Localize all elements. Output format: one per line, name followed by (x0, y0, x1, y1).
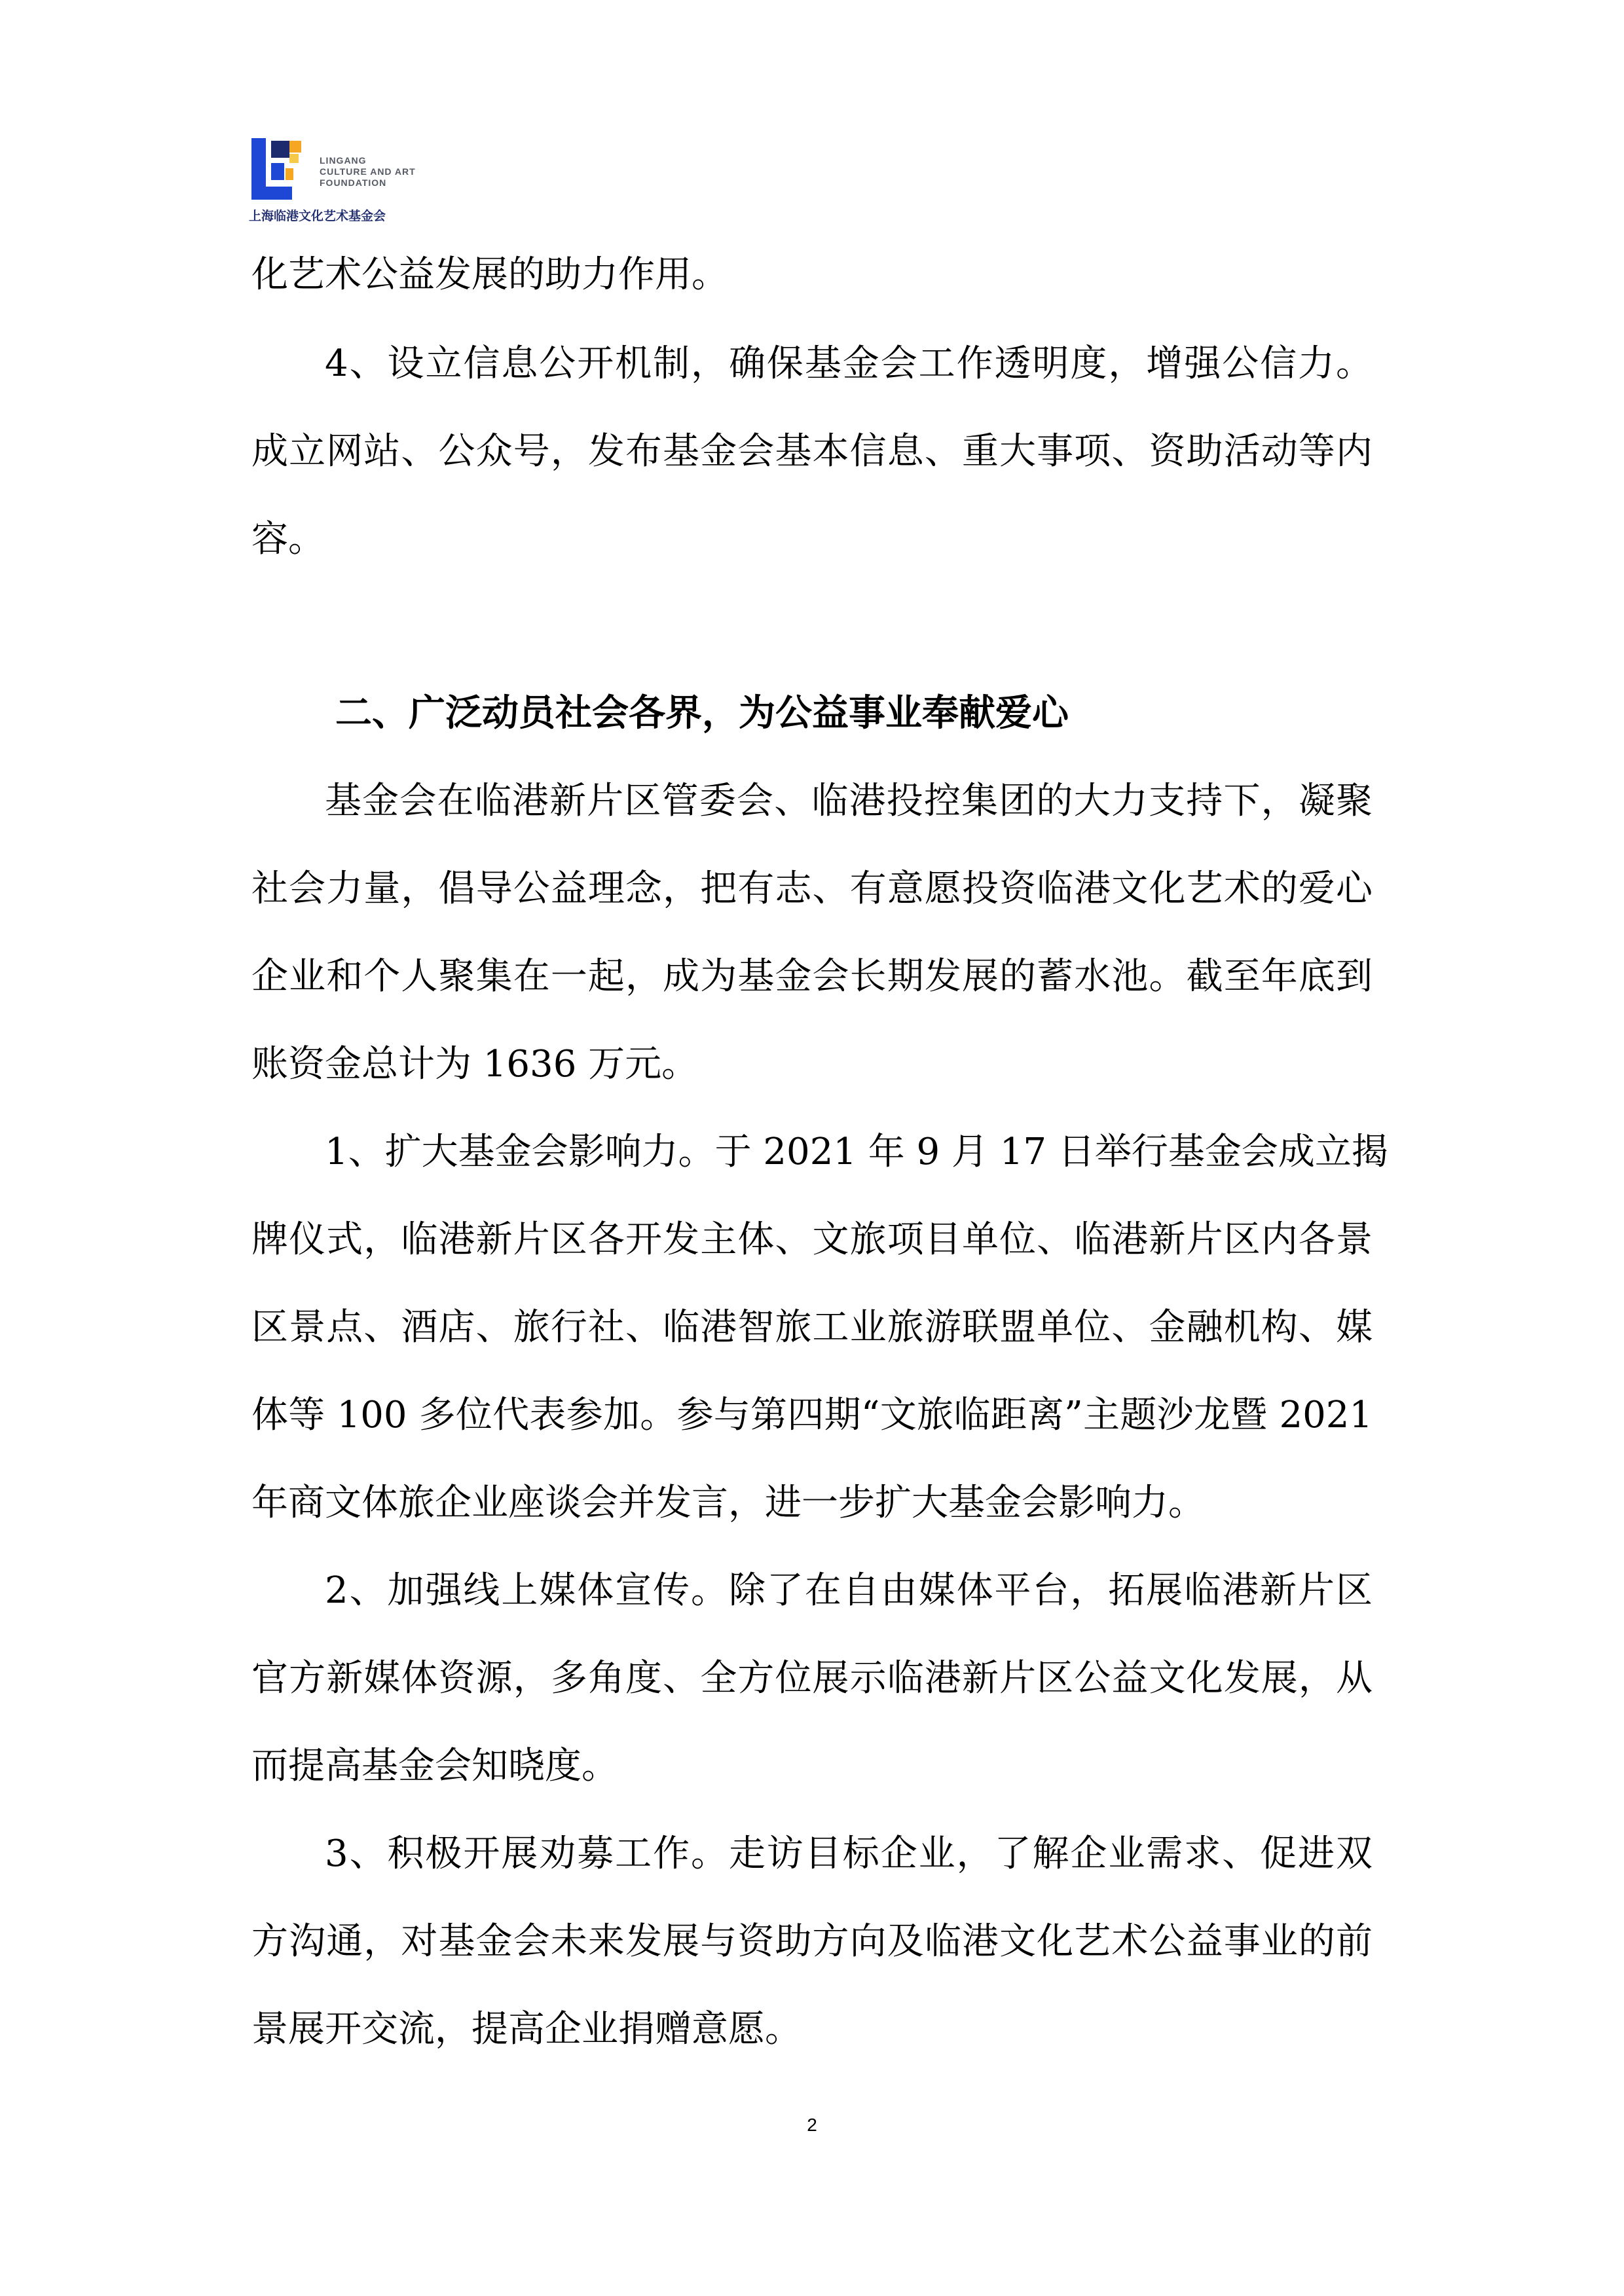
paragraph-line: 账资金总计为 1636 万元。 (251, 1043, 699, 1085)
paragraph-line: 方沟通，对基金会未来发展与资助方向及临港文化艺术公益事业的前 (251, 1920, 1373, 1963)
paragraph-line: 企业和个人聚集在一起，成为基金会长期发展的蓄水池。截至年底到 (251, 955, 1373, 998)
page-number: 2 (807, 2115, 817, 2135)
logo-chinese-name: 上海临港文化艺术基金会 (249, 209, 386, 223)
paragraph-line: 年商文体旅企业座谈会并发言，进一步扩大基金会影响力。 (251, 1482, 1205, 1524)
paragraph-line: 体等 100 多位代表参加。参与第四期“文旅临距离”主题沙龙暨 2021 (251, 1394, 1373, 1436)
logo-en-line: LINGANG (320, 155, 367, 166)
logo-english-name (320, 155, 416, 189)
logo-mark-icon (249, 134, 312, 205)
paragraph-line: 社会力量，倡导公益理念，把有志、有意愿投资临港文化艺术的爱心 (251, 867, 1373, 910)
paragraph-line: 而提高基金会知晓度。 (251, 1745, 618, 1787)
paragraph-line: 牌仪式，临港新片区各开发主体、文旅项目单位、临港新片区内各景 (251, 1218, 1373, 1261)
paragraph-line: 容。 (251, 518, 325, 560)
paragraph-line: 官方新媒体资源，多角度、全方位展示临港新片区公益文化发展，从 (251, 1657, 1373, 1700)
logo-en-line: CULTURE AND ART (320, 166, 416, 177)
paragraph-line: 景展开交流，提高企业捐赠意愿。 (251, 2008, 802, 2050)
paragraph-line: 4、设立信息公开机制，确保基金会工作透明度，增强公信力。 (325, 342, 1373, 385)
section-heading: 二、广泛动员社会各界，为公益事业奉献爱心 (335, 692, 1069, 735)
paragraph-line: 区景点、酒店、旅行社、临港智旅工业旅游联盟单位、金融机构、媒 (251, 1306, 1373, 1349)
paragraph-line: 1、扩大基金会影响力。于 2021 年 9 月 17 日举行基金会成立揭 (325, 1131, 1388, 1173)
paragraph-line: 化艺术公益发展的助力作用。 (251, 253, 728, 296)
logo-en-line: FOUNDATION (320, 177, 387, 188)
paragraph-line: 成立网站、公众号，发布基金会基本信息、重大事项、资助活动等内 (251, 430, 1373, 473)
paragraph-line: 3、积极开展劝募工作。走访目标企业，了解企业需求、促进双 (325, 1832, 1373, 1875)
paragraph-line: 2、加强线上媒体宣传。除了在自由媒体平台，拓展临港新片区 (325, 1569, 1373, 1612)
foundation-logo (249, 128, 458, 226)
paragraph-line: 基金会在临港新片区管委会、临港投控集团的大力支持下，凝聚 (325, 780, 1373, 822)
